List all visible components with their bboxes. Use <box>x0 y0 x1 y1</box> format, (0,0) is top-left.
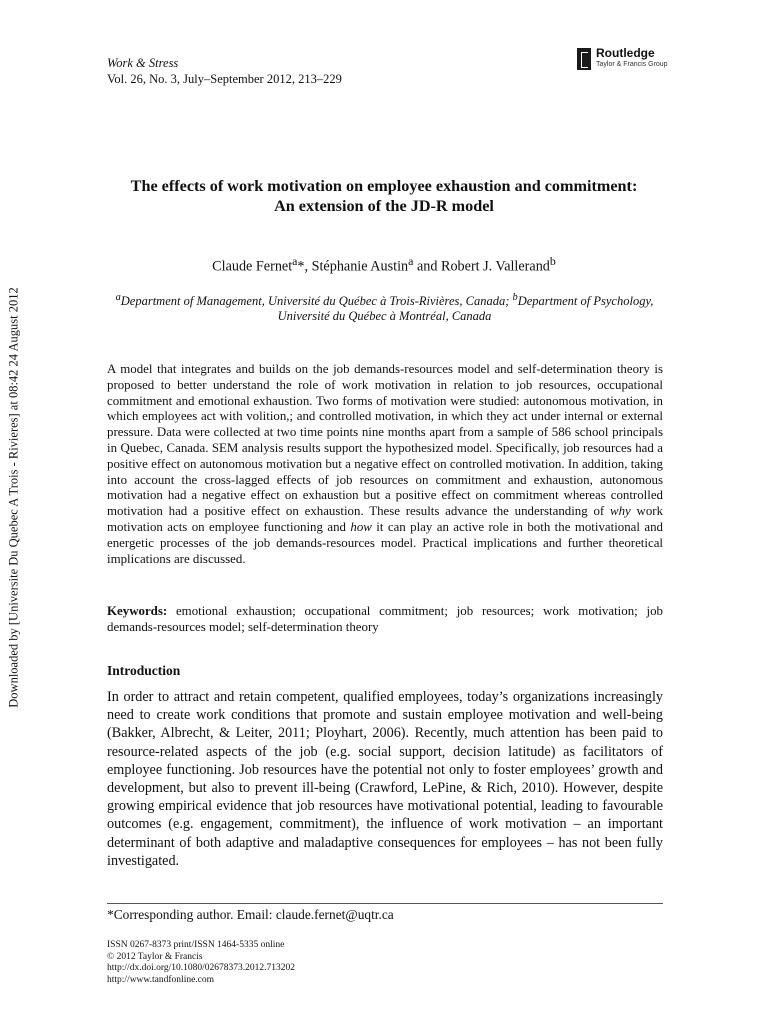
abstract-text-2: work motivation acts on employee functioning and <box>107 504 664 534</box>
publisher-text <box>596 48 668 70</box>
affil-b-marker: b <box>512 292 518 303</box>
abstract-text-1: A model that integrates and builds on the job demands-resources model and self-determination theory is proposed to better understand the role of work motivation in relation to job resources, occupational commitment and emotional exhaustion. Two forms of motivation were studied: autonomous motivation, in which employees act with volition,; and controlled motivation, in which they act under internal or external pressure. Data were collected at two time points nine months apart from a sample of 586 school principals in Quebec, Canada. SEM analysis results support the hypothesized model. Specifically, job resources had a positive effect on autonomous motivation but a negative effect on controlled motivation. In addition, taking into account the cross-lagged effects of job resources on commitment and exhaustion, autonomous motivation had a negative effect on exhaustion but a positive effect on commitment whereas controlled motivation had a positive effect on exhaustion. These results advance the understanding of <box>107 362 663 519</box>
affil-b: Department of Psychology, Université du Québec à Montréal, Canada <box>277 294 654 324</box>
doi-link[interactable]: http://dx.doi.org/10.1080/02678373.2012.713202 <box>107 963 295 973</box>
abstract-emphasis-how: how <box>350 519 372 534</box>
abstract-text-3: it can play an active role in both the motivational and energetic processes of the job demands-resources model. Practical implications and further theoretical implications are discussed. <box>107 519 664 566</box>
publisher-logo <box>577 48 668 70</box>
abstract-emphasis-why: why <box>609 504 631 519</box>
author-1: Claude Fernet <box>212 258 293 275</box>
author-1-affil: a <box>292 254 298 268</box>
routledge-logo-icon <box>577 48 591 70</box>
author-2-affil: a <box>408 254 414 268</box>
corresponding-author-footnote: *Corresponding author. Email: claude.fernet@uqtr.ca <box>107 907 394 922</box>
copyright-line: © 2012 Taylor & Francis <box>107 951 203 962</box>
publisher-website-link[interactable]: http://www.tandfonline.com <box>107 974 215 985</box>
article-title <box>100 176 668 216</box>
download-watermark <box>4 262 24 732</box>
publisher-group: Taylor & Francis Group <box>596 61 668 68</box>
keywords <box>107 604 663 635</box>
author-3-affil: b <box>549 254 556 268</box>
footnote-divider <box>107 903 663 904</box>
author-list <box>100 254 668 276</box>
publisher-name: Routledge <box>596 46 655 60</box>
abstract <box>107 362 663 567</box>
journal-header <box>107 55 342 87</box>
keywords-label: Keywords: <box>107 604 168 618</box>
author-conjunction: and <box>413 258 441 275</box>
title-line-1: The effects of work motivation on employee exhaustion and commitment: <box>130 177 638 195</box>
keywords-list: emotional exhaustion; occupational commitment; job resources; work motivation; job demands-resources model; self-determination theory <box>107 604 663 634</box>
affiliations <box>107 290 662 324</box>
author-2: Stéphanie Austin <box>311 258 409 275</box>
author-3: Robert J. Vallerand <box>441 258 550 275</box>
corresponding-mark: *, <box>297 258 312 275</box>
download-watermark-text: Downloaded by [Universite Du Quebec A Trois - Rivieres] at 08:42 24 August 2012 <box>6 286 21 708</box>
journal-volume: Vol. 26, No. 3, July–September 2012, 213–229 <box>107 72 342 86</box>
introduction-paragraph: In order to attract and retain competent, qualified employees, today’s organizations increasingly need to create work conditions that promote and sustain employee motivation and well-being (Bakker, Albrecht, & Leiter, 2011; Ployhart, 2006). Recently, much attention has been paid to resource-related aspects of the job (e.g. social support, decision latitude) as facilitators of employee functioning. Job resources have the potential not only to foster employees’ growth and development, but also to prevent ill-being (Crawford, LePine, & Rich, 2010). However, despite growing empirical evidence that job resources have motivational potential, leading to favourable outcomes (e.g. engagement, commitment), the influence of work motivation – an important determinant of both adaptive and maladaptive consequences for employees – has not been fully investigated. <box>107 689 663 869</box>
journal-name: Work & Stress <box>107 56 179 70</box>
section-heading-introduction: Introduction <box>107 663 181 678</box>
issn-line: ISSN 0267-8373 print/ISSN 1464-5335 online <box>107 940 285 950</box>
title-line-2: An extension of the JD-R model <box>274 197 494 215</box>
affil-a: Department of Management, Université du Québec à Trois-Rivières, Canada; <box>120 294 513 309</box>
affil-a-marker: a <box>115 292 121 303</box>
publication-info <box>107 940 295 986</box>
